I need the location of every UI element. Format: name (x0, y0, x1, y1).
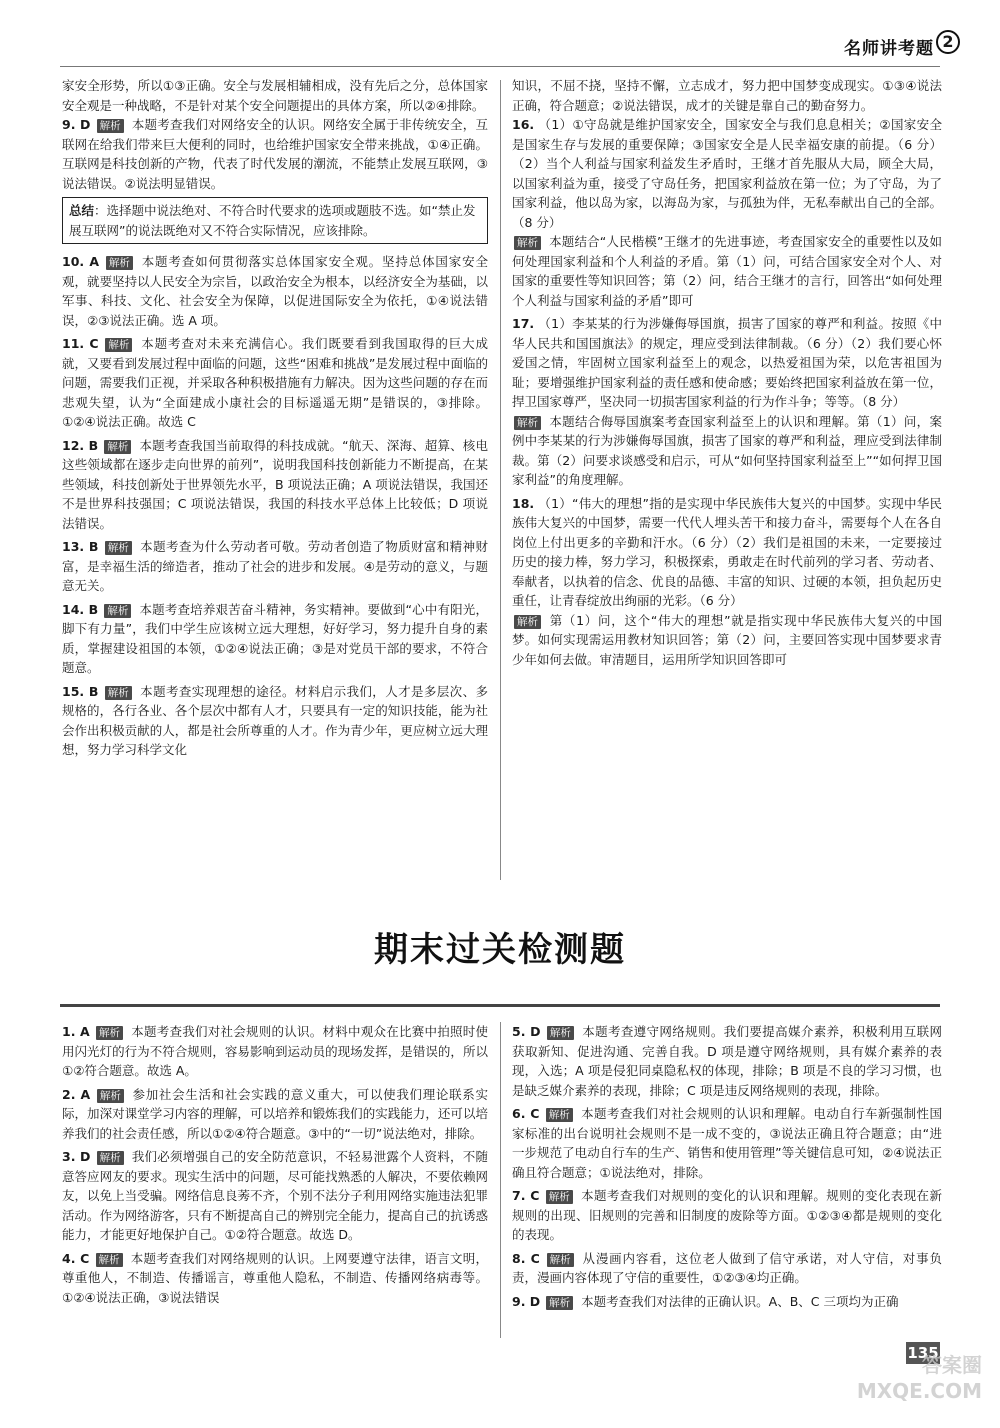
answer-item: 5. D 解析 本题考查遵守网络规则。我们要提高媒介素养，积极利用互联网获取新知、促进沟通、完善自我。D 项是遵守网络规则，具有媒介素养的表现，入选；A 项是侵犯同桌隐私权的体现，排除；B 项是不良的学习习惯，也是缺乏媒介素养的表现，排除；C 项是违反网络规则的表现，排除。 (512, 1024, 942, 1098)
analysis-tag: 解析 (547, 1253, 574, 1267)
continued-text: 知识，不屈不挠，坚持不懈，立志成才，努力把中国梦变成现实。①③④说法正确，符合题意；②说法错误，成才的关键是靠自己的勤奋努力。 (512, 78, 942, 113)
column-divider-bottom (500, 1022, 501, 1338)
analysis-tag: 解析 (96, 1026, 123, 1040)
title-rule (60, 1004, 940, 1007)
answer-item: 12. B 解析 本题考查我国当前取得的科技成就。“航天、深海、超算、核电这些领域都在逐步走向世界的前列”，说明我国科技创新能力不断提高，在某些领域，科技创新处于世界领先水平，B 项说法正确；A 项说法错误，我国还不是世界科技强国；C 项说法错误，我国的科技水平总体上比较低；D 项说法错误。 (62, 437, 488, 531)
right-bottom-column (512, 1022, 942, 1315)
analysis-tag: 解析 (514, 236, 541, 250)
analysis-tag: 解析 (546, 1296, 573, 1310)
analysis-tag: 解析 (97, 119, 124, 133)
answer-item: 1. A 解析 本题考查我们对社会规则的认识。材料中观众在比赛中拍照时使用闪光灯的行为不符合规则，容易影响到运动员的现场发挥，是错误的，所以①②符合题意。故选 A。 (62, 1024, 488, 1078)
answer-item: 17. （1）李某某的行为涉嫌侮辱国旗，损害了国家的尊严和利益。按照《中华人民共和国国旗法》的规定，理应受到法律制裁。（6 分）（2）我们要心怀爱国之情，牢固树立国家利益至上的观念，以热爱祖国为荣，以危害祖国为耻；要增强维护国家利益的责任感和使命感；要始终把国家利益放在第一位，捍卫国家尊严，坚决同一切损害国家利益的行为作斗争；等等。（8 分） 解析 本题结合侮辱国旗案考查国家利益至上的认识和理解。第（1）问，案例中李某某的行为涉嫌侮辱国旗，损害了国家的尊严和利益，理应受到法律制裁。第（2）问要求谈感受和启示，可从“如何坚持国家利益至上”“如何捍卫国家利益”的角度理解。 (512, 316, 942, 487)
answer-item: 16. （1）①守岛就是维护国家安全，国家安全与我们息息相关；②国家安全是国家生存与发展的重要保障；③国家安全是人民幸福安康的前提。（6 分）（2）当个人利益与国家利益发生矛盾时，王继才首先服从大局，顾全大局，以国家利益为重，接受了守岛任务，把国家利益放在第一位；为了守岛，为了国家利益，他以岛为家，以海岛为家，与孤独为伴，无私奉献出自己的全部。（8 分） 解析 本题结合“人民楷模”王继才的先进事迹，考查国家安全的重要性以及如何处理国家利益和个人利益的矛盾。第（1）问，可结合国家安全对个人、对国家的重要性等知识回答；第（2）问，结合王继才的言行，回答出“如何处理个人利益与国家利益的矛盾”即可 (512, 117, 942, 308)
column-divider (500, 80, 501, 880)
brand-title: 名师讲考题 (844, 39, 934, 59)
answer-item: 14. B 解析 本题考查培养艰苦奋斗精神，务实精神。要做到“心中有阳光，脚下有力量”，我们中学生应该树立远大理想，好好学习，努力提升自身的素质，掌握建设祖国的本领，①②④说法正确；③是对党员干部的要求，不符合题意。 (62, 601, 488, 675)
analysis-tag: 解析 (104, 440, 131, 454)
analysis-tag: 解析 (105, 686, 132, 700)
right-top-column (512, 76, 942, 673)
analysis-tag: 解析 (97, 1151, 124, 1165)
answer-item: 9. D 解析 本题考查我们对网络安全的认识。网络安全属于非传统安全，互联网在给我们带来巨大便利的同时，也给维护国家安全带来挑战，①④正确。互联网是科技创新的产物，代表了时代发展的潮流，不能禁止发展互联网，③说法错误。②说法明显错误。 (62, 117, 488, 191)
analysis-tag: 解析 (546, 1190, 573, 1204)
header-rule (60, 66, 940, 67)
answer-item: 3. D 解析 我们必须增强自己的安全防范意识，不轻易泄露个人资料，不随意答应网友的要求。现实生活中的问题，尽可能找熟悉的人解决，不要依赖网友，以免上当受骗。网络信息良莠不齐，个别不法分子利用网络实施违法犯罪活动。作为网络游客，只有不断提高自己的辨别完全能力，提高自己的抗诱惑能力，才能更好地保护自己。①②符合题意。故选 D。 (62, 1149, 488, 1242)
left-bottom-column (62, 1022, 488, 1311)
analysis-tag: 解析 (105, 541, 132, 555)
analysis-tag: 解析 (547, 1026, 574, 1040)
answer-item: 6. C 解析 本题考查我们对社会规则的认识和理解。电动自行车新强制性国家标准的出台说明社会规则不是一成不变的，③说法正确且符合题意；由“进一步规范了电动自行车的生产、销售和使用管理”等关键信息可知，②④说法正确且符合题意；①说法绝对，排除。 (512, 1106, 942, 1180)
brand-logo-icon: 2 (936, 30, 960, 54)
answer-item: 13. B 解析 本题考查为什么劳动者可敬。劳动者创造了物质财富和精神财富，是幸福生活的缔造者，推动了社会的进步和发展。④是劳动的意义，与题意无关。 (62, 539, 488, 593)
answer-item: 4. C 解析 本题考查我们对网络规则的认识。上网要遵守法律，语言文明，尊重他人，不制造、传播谣言，尊重他人隐私，不制造、传播网络病毒等。①②④说法正确，③说法错误 (62, 1250, 488, 1305)
answer-item: 18. （1）“伟大的理想”指的是实现中华民族伟大复兴的中国梦。实现中华民族伟大复兴的中国梦，需要一代代人埋头苦干和接力奋斗，需要每个人在各自岗位上付出更多的辛勤和汗水。（6 分）（2）我们是祖国的未来，一定要接过历史的接力棒，努力学习，积极探索，勇敢走在时代前列的学习者、劳动者、奉献者，以执着的信念、优良的品德、丰富的知识、过硬的本领，担负起历史重任，让青春绽放出绚丽的光彩。（6 分） 解析 第（1）问，这个“伟大的理想”就是指实现中华民族伟大复兴的中国梦。如何实现需运用教材知识回答；第（2）问，主要回答实现中国梦要求青少年如何去做。审清题目，运用所学知识回答即可 (512, 495, 942, 667)
answer-item: 10. A 解析 本题考查如何贯彻落实总体国家安全观。坚持总体国家安全观，就要坚持以人民安全为宗旨，以政治安全为根本，以经济安全为基础，以军事、科技、文化、社会安全为保障，以促进国际安全为依托，①④说法错误，②③说法正确。选 A 项。 (62, 254, 488, 328)
answer-item: 8. C 解析 从漫画内容看，这位老人做到了信守承诺，对人守信，对事负责，漫画内容体现了守信的重要性，①②③④均正确。 (512, 1250, 942, 1285)
analysis-tag: 解析 (105, 338, 132, 352)
answer-item: 2. A 解析 参加社会生活和社会实践的意义重大，可以使我们理论联系实际，加深对课堂学习内容的理解，可以培养和锻炼我们的实践能力，还可以培养我们的社会责任感，所以①②④符合题意。③中的“一切”说法绝对，排除。 (62, 1086, 488, 1141)
analysis-tag: 解析 (546, 1108, 573, 1122)
analysis-tag: 解析 (106, 256, 133, 270)
left-top-column (62, 76, 488, 764)
watermark: 答案圈 MXQE.COM (856, 1353, 982, 1403)
answer-item: 11. C 解析 本题考查对未来充满信心。我们既要看到我国取得的巨大成就，又要看到发展过程中面临的问题，这些“困难和挑战”是发展过程中面临的问题，需要我们正视，并采取各种积极措施有力解决。因为这些问题的存在而悲观失望，认为“全面建成小康社会的目标遥遥无期”是错误的，③排除。①②④说法正确。故选 C (62, 336, 488, 429)
summary-box: 总结：选择题中说法绝对、不符合时代要求的选项或题肢不选。如“禁止发展互联网”的说法既绝对又不符合实际情况，应该排除。 (62, 197, 488, 244)
page-number: 135 (907, 1344, 939, 1362)
analysis-tag: 解析 (97, 1089, 124, 1103)
section-title: 期末过关检测题 (374, 930, 626, 970)
answer-item: 15. B 解析 本题考查实现理想的途径。材料启示我们，人才是多层次、多规格的，各行各业、各个层次中都有人才，只要具有一定的知识技能，能为社会作出积极贡献的人，都是社会所尊重的人才。作为青少年，更应树立远大理想，努力学习科学文化 (62, 683, 488, 757)
analysis-tag: 解析 (514, 615, 541, 629)
continued-text: 家安全形势，所以①③正确。安全与发展相辅相成，没有先后之分，总体国家安全观是一种战略，不是针对某个安全问题提出的具体方案，所以②④排除。 (62, 78, 488, 113)
answer-item: 9. D 解析 本题考查我们对法律的正确认识。A、B、C 三项均为正确 (512, 1293, 899, 1309)
answer-item: 7. C 解析 本题考查我们对规则的变化的认识和理解。规则的变化表现在新规则的出现、旧规则的完善和旧制度的废除等方面。①②③④都是规则的变化的表现。 (512, 1188, 942, 1242)
analysis-tag: 解析 (104, 604, 131, 618)
analysis-tag: 解析 (96, 1253, 123, 1267)
analysis-tag: 解析 (514, 416, 541, 430)
